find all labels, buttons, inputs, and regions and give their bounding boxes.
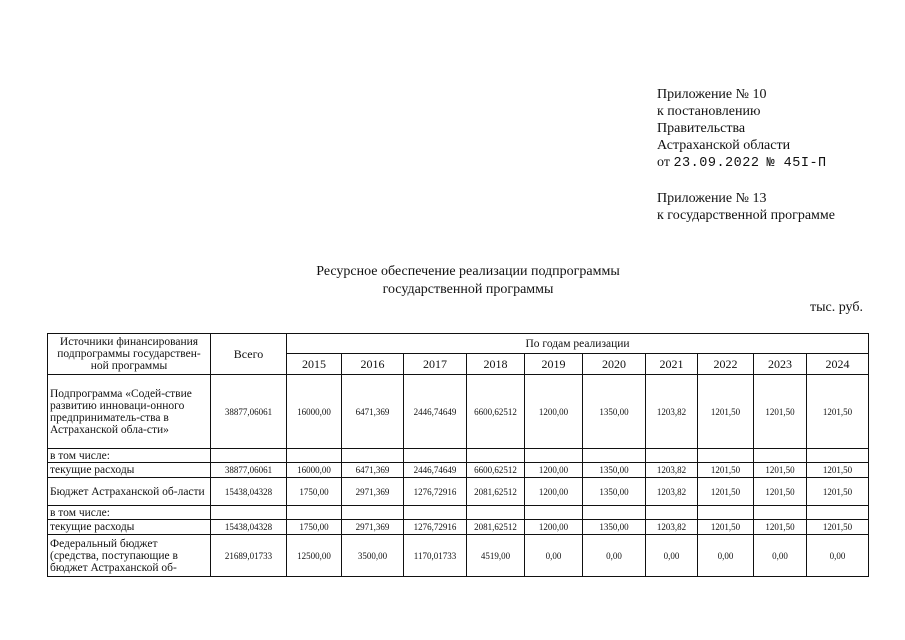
header-year: 2016 bbox=[342, 354, 404, 375]
appendix-number: № 45I-П bbox=[766, 156, 827, 171]
row-label: Подпрограмма «Содей-ствие развитию инноваци-онного предприниматель-ства в Астраханской обла-сти» bbox=[48, 375, 211, 449]
cell-year-value: 2971,369 bbox=[342, 520, 404, 535]
cell-year-value: 1203,82 bbox=[646, 520, 698, 535]
header-source: Источники финансирования подпрограммы государствен-ной программы bbox=[48, 334, 211, 375]
header-year: 2020 bbox=[583, 354, 646, 375]
cell-year-value: 0,00 bbox=[754, 535, 807, 577]
cell-year-value: 0,00 bbox=[525, 535, 583, 577]
cell-year-value: 1201,50 bbox=[698, 478, 754, 506]
cell-year-value bbox=[807, 449, 869, 463]
cell-year-value: 1170,01733 bbox=[404, 535, 467, 577]
table-row bbox=[48, 375, 869, 449]
cell-year-value: 1201,50 bbox=[754, 463, 807, 478]
cell-total bbox=[211, 506, 287, 520]
table-row bbox=[48, 535, 869, 577]
cell-year-value: 6600,62512 bbox=[467, 463, 525, 478]
cell-year-value bbox=[754, 449, 807, 463]
cell-year-value: 1201,50 bbox=[698, 375, 754, 449]
header-total: Всего bbox=[211, 334, 287, 375]
cell-year-value: 1750,00 bbox=[287, 520, 342, 535]
appendix-date: 23.09.2022 bbox=[673, 156, 760, 171]
cell-year-value bbox=[698, 506, 754, 520]
cell-total: 38877,06061 bbox=[211, 375, 287, 449]
cell-year-value bbox=[583, 506, 646, 520]
appendix2-line: к государственной программе bbox=[657, 208, 835, 223]
cell-year-value: 1203,82 bbox=[646, 463, 698, 478]
header-year: 2017 bbox=[404, 354, 467, 375]
cell-year-value: 1350,00 bbox=[583, 478, 646, 506]
row-label: Федеральный бюджет (средства, поступающие в бюджет Астраханской об- bbox=[48, 535, 211, 577]
cell-year-value: 2446,74649 bbox=[404, 463, 467, 478]
header-year: 2024 bbox=[807, 354, 869, 375]
cell-year-value: 12500,00 bbox=[287, 535, 342, 577]
cell-year-value: 6471,369 bbox=[342, 463, 404, 478]
header-years-group: По годам реализации bbox=[287, 334, 869, 354]
cell-year-value: 16000,00 bbox=[287, 375, 342, 449]
cell-year-value bbox=[525, 449, 583, 463]
appendix-date-line bbox=[657, 154, 827, 172]
row-label: текущие расходы bbox=[48, 520, 211, 535]
appendix2-line: Приложение № 13 bbox=[657, 191, 767, 206]
cell-year-value: 1200,00 bbox=[525, 478, 583, 506]
cell-year-value: 1203,82 bbox=[646, 375, 698, 449]
cell-year-value: 1201,50 bbox=[807, 463, 869, 478]
document-title bbox=[250, 263, 686, 299]
cell-year-value: 1350,00 bbox=[583, 375, 646, 449]
cell-year-value: 0,00 bbox=[807, 535, 869, 577]
cell-year-value: 2446,74649 bbox=[404, 375, 467, 449]
title-line: Ресурсное обеспечение реализации подпрограммы bbox=[316, 264, 620, 279]
cell-year-value bbox=[342, 449, 404, 463]
cell-year-value bbox=[754, 506, 807, 520]
cell-year-value: 1750,00 bbox=[287, 478, 342, 506]
cell-year-value: 1276,72916 bbox=[404, 478, 467, 506]
cell-year-value: 1200,00 bbox=[525, 463, 583, 478]
cell-year-value: 2081,62512 bbox=[467, 520, 525, 535]
cell-year-value: 0,00 bbox=[698, 535, 754, 577]
table-row bbox=[48, 449, 869, 463]
cell-year-value: 1201,50 bbox=[754, 478, 807, 506]
table-row bbox=[48, 478, 869, 506]
cell-year-value bbox=[404, 506, 467, 520]
cell-year-value: 1201,50 bbox=[698, 463, 754, 478]
cell-year-value: 2971,369 bbox=[342, 478, 404, 506]
cell-total: 15438,04328 bbox=[211, 520, 287, 535]
appendix-line: Правительства bbox=[657, 121, 746, 136]
cell-year-value bbox=[467, 506, 525, 520]
row-label: текущие расходы bbox=[48, 463, 211, 478]
cell-year-value bbox=[525, 506, 583, 520]
cell-year-value: 1276,72916 bbox=[404, 520, 467, 535]
cell-year-value: 6600,62512 bbox=[467, 375, 525, 449]
header-year: 2019 bbox=[525, 354, 583, 375]
appendix-line: Приложение № 10 bbox=[657, 87, 767, 102]
header-year: 2022 bbox=[698, 354, 754, 375]
row-label: Бюджет Астраханской об-ласти bbox=[48, 478, 211, 506]
appendix-line: к постановлению bbox=[657, 104, 761, 119]
cell-year-value bbox=[287, 449, 342, 463]
appendix-line: Астраханской области bbox=[657, 138, 791, 153]
cell-year-value bbox=[583, 449, 646, 463]
appendix-from: от bbox=[657, 155, 670, 170]
appendix2-block bbox=[657, 190, 835, 224]
header-year: 2023 bbox=[754, 354, 807, 375]
appendix-block bbox=[657, 86, 827, 172]
cell-year-value: 1203,82 bbox=[646, 478, 698, 506]
cell-year-value: 4519,00 bbox=[467, 535, 525, 577]
cell-year-value: 2081,62512 bbox=[467, 478, 525, 506]
table-row bbox=[48, 506, 869, 520]
table-row bbox=[48, 520, 869, 535]
cell-total: 38877,06061 bbox=[211, 463, 287, 478]
cell-year-value: 16000,00 bbox=[287, 463, 342, 478]
cell-total: 15438,04328 bbox=[211, 478, 287, 506]
cell-year-value bbox=[646, 449, 698, 463]
cell-year-value: 0,00 bbox=[583, 535, 646, 577]
title-line: государственной программы bbox=[382, 282, 554, 297]
cell-year-value: 3500,00 bbox=[342, 535, 404, 577]
cell-year-value bbox=[342, 506, 404, 520]
header-year: 2021 bbox=[646, 354, 698, 375]
table-row bbox=[48, 463, 869, 478]
cell-year-value: 1201,50 bbox=[754, 375, 807, 449]
resource-table bbox=[47, 333, 869, 577]
cell-year-value: 1201,50 bbox=[807, 375, 869, 449]
cell-year-value: 1200,00 bbox=[525, 375, 583, 449]
cell-year-value bbox=[467, 449, 525, 463]
cell-year-value: 1201,50 bbox=[754, 520, 807, 535]
cell-year-value: 6471,369 bbox=[342, 375, 404, 449]
cell-year-value: 1201,50 bbox=[807, 478, 869, 506]
cell-total: 21689,01733 bbox=[211, 535, 287, 577]
header-year: 2015 bbox=[287, 354, 342, 375]
cell-year-value bbox=[646, 506, 698, 520]
cell-year-value bbox=[287, 506, 342, 520]
cell-year-value: 0,00 bbox=[646, 535, 698, 577]
unit-label: тыс. руб. bbox=[810, 300, 863, 315]
row-label: в том числе: bbox=[48, 449, 211, 463]
cell-year-value: 1200,00 bbox=[525, 520, 583, 535]
cell-year-value bbox=[807, 506, 869, 520]
cell-year-value bbox=[698, 449, 754, 463]
row-label: в том числе: bbox=[48, 506, 211, 520]
cell-year-value: 1350,00 bbox=[583, 463, 646, 478]
header-year: 2018 bbox=[467, 354, 525, 375]
cell-year-value: 1350,00 bbox=[583, 520, 646, 535]
cell-total bbox=[211, 449, 287, 463]
cell-year-value: 1201,50 bbox=[807, 520, 869, 535]
cell-year-value bbox=[404, 449, 467, 463]
cell-year-value: 1201,50 bbox=[698, 520, 754, 535]
